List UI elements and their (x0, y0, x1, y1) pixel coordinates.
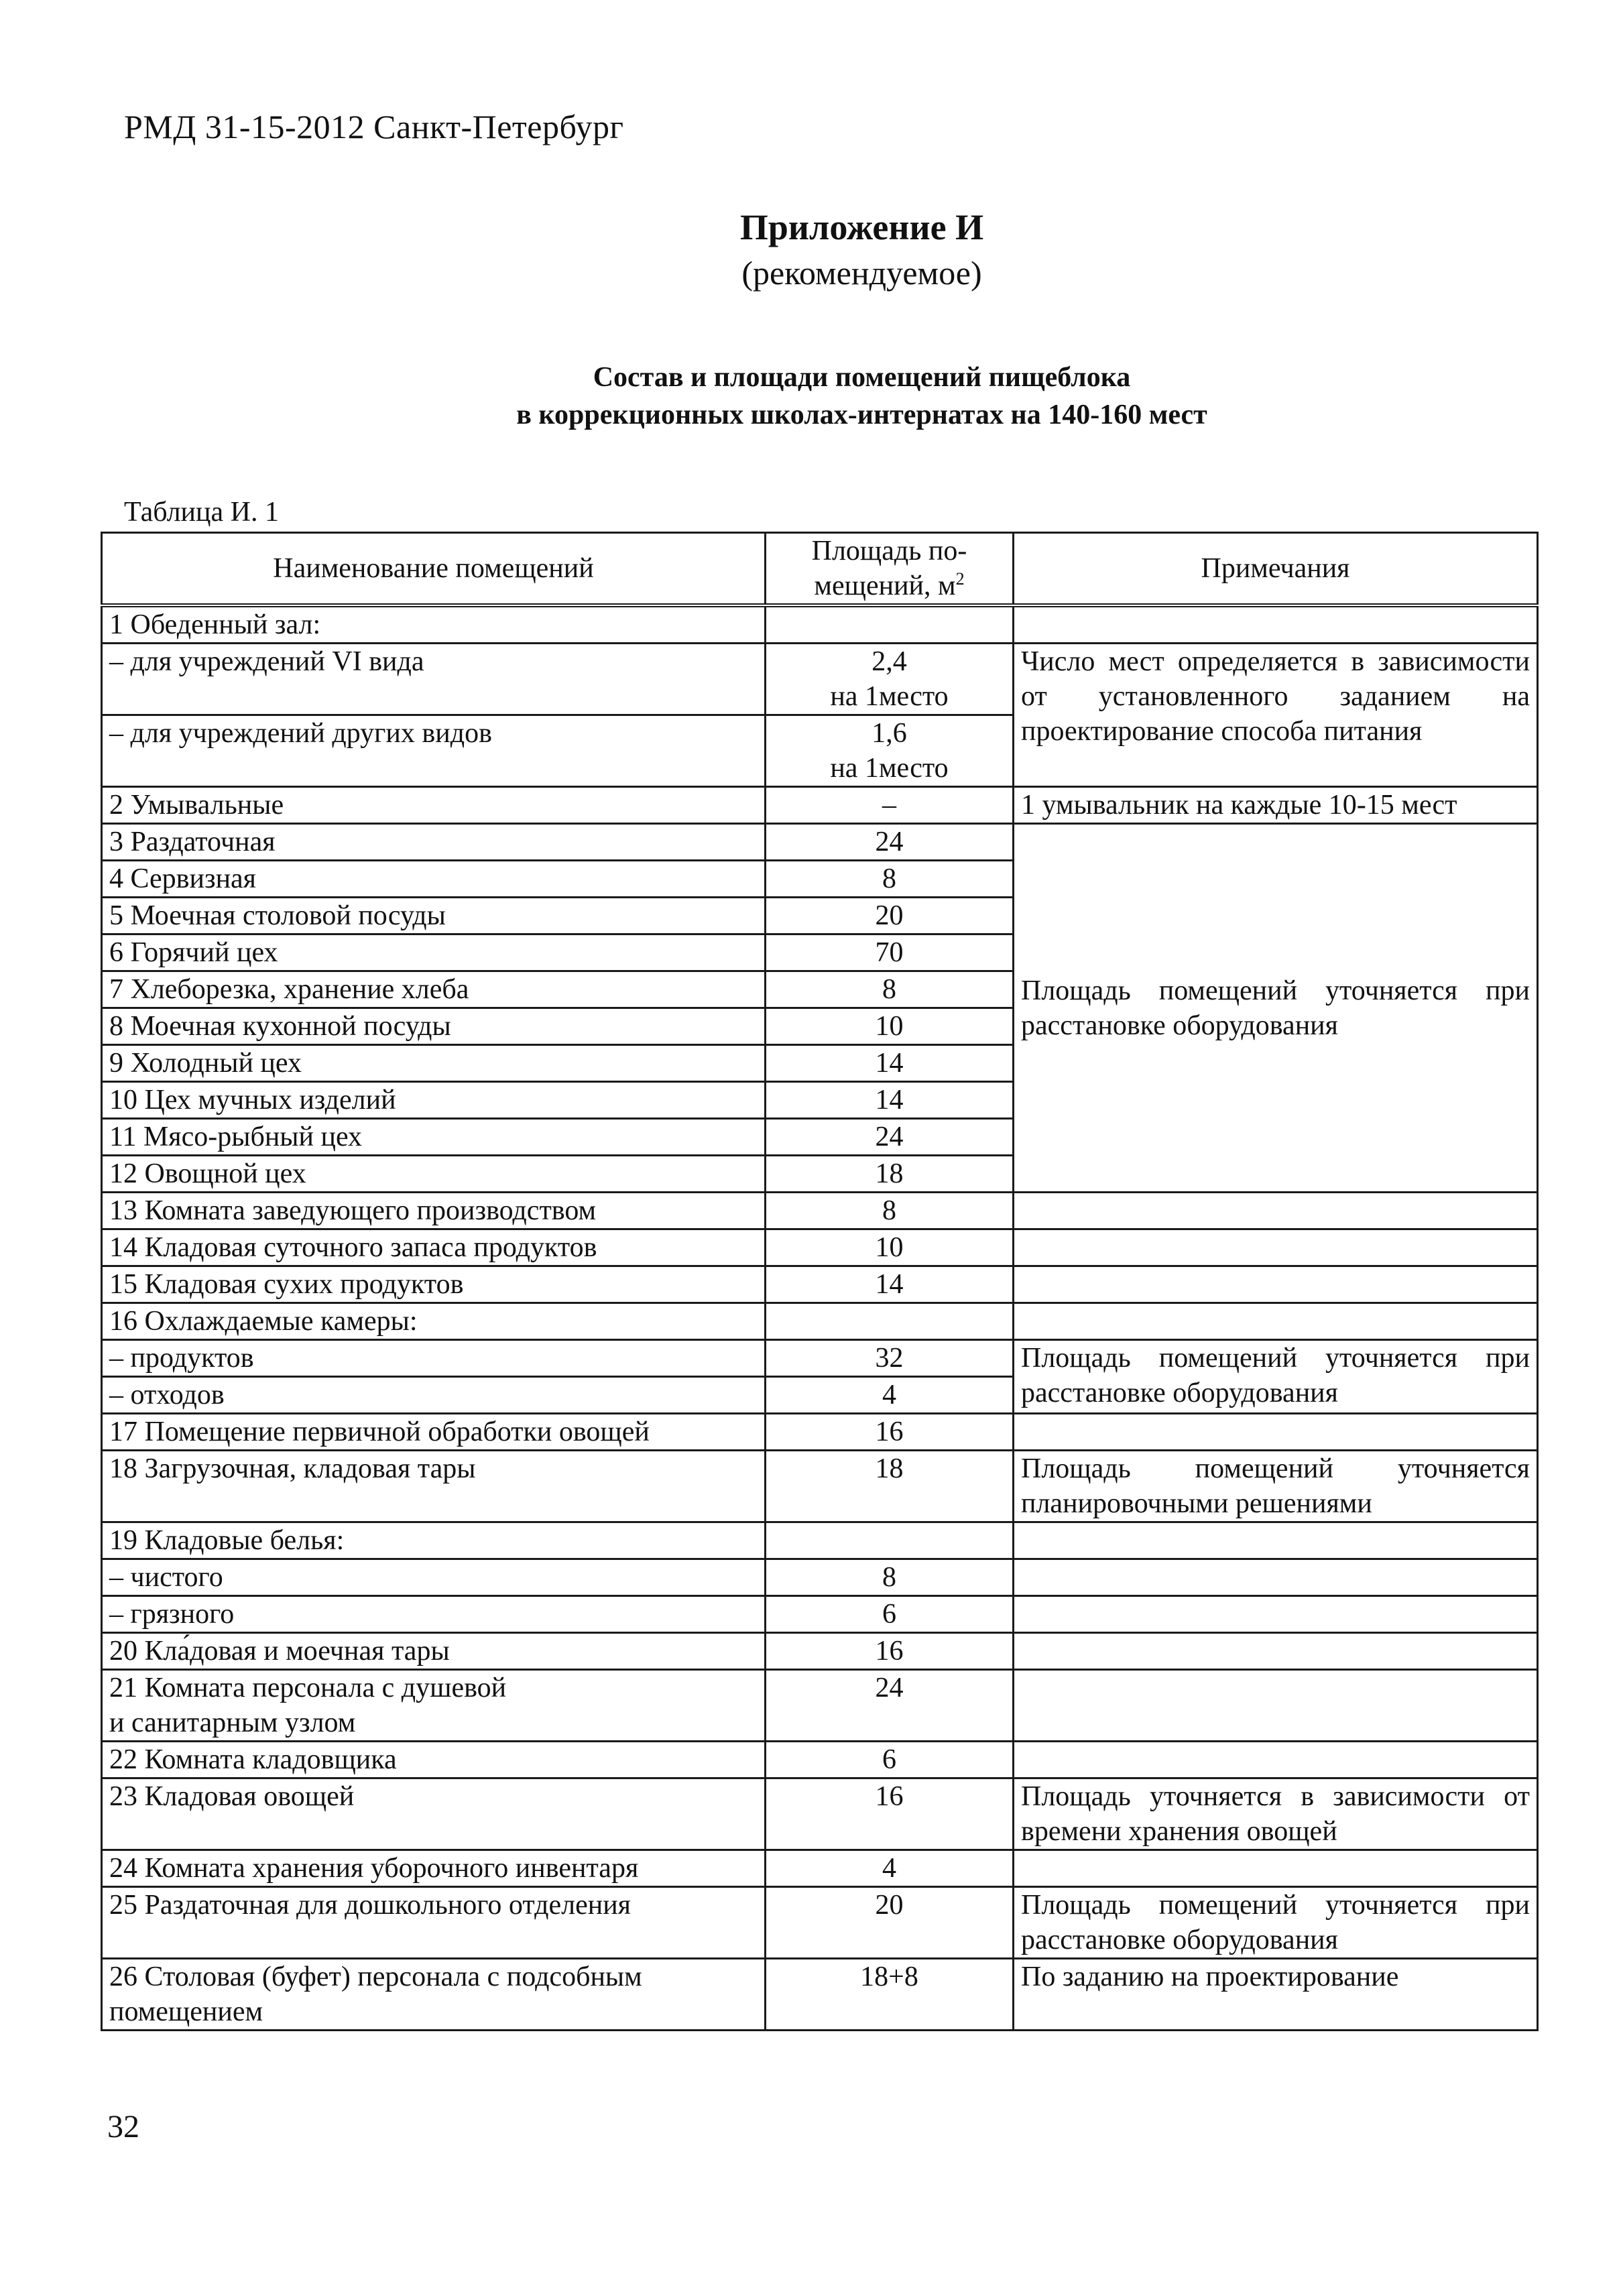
row-name: 2 Умывальные (102, 787, 766, 824)
row-area (766, 644, 1014, 715)
running-header: РМД 31-15-2012 Санкт-Петербург (124, 108, 624, 145)
row-area-value: 1,6 (871, 718, 907, 749)
table-row (102, 787, 1538, 824)
row-name: 10 Цех мучных изделий (102, 1082, 766, 1119)
row-name: – чистого (102, 1559, 766, 1596)
document-title-line-2: в коррекционных школах-интернатах на 140-160 мест (516, 400, 1207, 430)
page-number: 32 (107, 2109, 139, 2144)
header-area-line-2 (773, 568, 1006, 603)
table-row (102, 1633, 1538, 1670)
row-note: Площадь помещений уточняется при расстановке оборудования (1014, 824, 1538, 1193)
table-row (102, 1670, 1538, 1742)
row-area: 14 (766, 1266, 1014, 1303)
table-row (102, 1266, 1538, 1303)
row-note (1014, 605, 1538, 644)
row-note (1014, 1596, 1538, 1633)
row-note (1014, 1303, 1538, 1340)
header-notes: Примечания (1014, 533, 1538, 606)
row-area-unit: на 1место (830, 681, 949, 712)
table-row (102, 1340, 1538, 1377)
row-area-value: 2,4 (871, 646, 907, 677)
row-name (102, 1670, 766, 1742)
row-name: 18 Загрузочная, кладовая тары (102, 1451, 766, 1522)
row-name: 16 Охлаждаемые камеры: (102, 1303, 766, 1340)
row-name: – продуктов (102, 1340, 766, 1377)
row-name: 25 Раздаточная для дошкольного отделения (102, 1887, 766, 1959)
row-note: Площадь уточняется в зависимости от времени хранения овощей (1014, 1778, 1538, 1850)
row-note (1014, 1414, 1538, 1451)
row-note (1014, 1633, 1538, 1670)
row-area: 18 (766, 1156, 1014, 1193)
row-name: 11 Мясо-рыбный цех (102, 1119, 766, 1156)
document-title (0, 359, 1623, 434)
row-name: – для учреждений VI вида (102, 644, 766, 715)
table-row (102, 1887, 1538, 1959)
row-note: По заданию на проектирование (1014, 1959, 1538, 2031)
row-area: 4 (766, 1377, 1014, 1414)
row-area (766, 605, 1014, 644)
row-area: 14 (766, 1045, 1014, 1082)
row-name-line-1: 21 Комната персонала с душевой (109, 1673, 507, 1703)
table-row (102, 824, 1538, 861)
row-area: 8 (766, 1193, 1014, 1229)
header-area-superscript: 2 (955, 569, 965, 589)
table-row (102, 644, 1538, 715)
table-row (102, 605, 1538, 644)
row-note (1014, 1229, 1538, 1266)
row-name-line-2: и санитарным узлом (109, 1707, 356, 1738)
row-area: 6 (766, 1742, 1014, 1778)
row-area: 16 (766, 1633, 1014, 1670)
row-area (766, 1303, 1014, 1340)
document-title-line-1: Состав и площади помещений пищеблока (593, 362, 1131, 393)
row-area: 8 (766, 861, 1014, 898)
row-area: 16 (766, 1778, 1014, 1850)
row-name: 1 Обеденный зал: (102, 605, 766, 644)
row-name: – для учреждений других видов (102, 715, 766, 787)
row-note (1014, 1670, 1538, 1742)
row-area: 32 (766, 1340, 1014, 1377)
row-area: 6 (766, 1596, 1014, 1633)
row-area (766, 1522, 1014, 1559)
row-name: 7 Хлеборезка, хранение хлеба (102, 971, 766, 1008)
table-row (102, 1522, 1538, 1559)
header-area-line-1: Площадь по- (811, 536, 967, 566)
row-name: 5 Моечная столовой посуды (102, 898, 766, 934)
row-area: 10 (766, 1229, 1014, 1266)
table-row (102, 1959, 1538, 2031)
row-note (1014, 1193, 1538, 1229)
table-header-row (102, 533, 1538, 606)
table-caption: Таблица И. 1 (124, 497, 279, 528)
row-area: 14 (766, 1082, 1014, 1119)
table-row (102, 1559, 1538, 1596)
row-note (1014, 1559, 1538, 1596)
table-row (102, 1451, 1538, 1522)
header-area-unit: мещений, м (814, 570, 956, 601)
row-name: 15 Кладовая сухих продуктов (102, 1266, 766, 1303)
row-note (1014, 1266, 1538, 1303)
table-row (102, 1850, 1538, 1887)
table-row (102, 1229, 1538, 1266)
table-row (102, 1778, 1538, 1850)
row-area: 20 (766, 898, 1014, 934)
row-area: 4 (766, 1850, 1014, 1887)
header-name: Наименование помещений (102, 533, 766, 606)
rooms-table (101, 532, 1539, 2031)
row-name: 24 Комната хранения уборочного инвентаря (102, 1850, 766, 1887)
table-row (102, 1596, 1538, 1633)
table-row (102, 1414, 1538, 1451)
row-area: 16 (766, 1414, 1014, 1451)
row-area: – (766, 787, 1014, 824)
row-name: 17 Помещение первичной обработки овощей (102, 1414, 766, 1451)
table-row (102, 1303, 1538, 1340)
row-name: 19 Кладовые белья: (102, 1522, 766, 1559)
row-name: 8 Моечная кухонной посуды (102, 1008, 766, 1045)
row-area: 24 (766, 824, 1014, 861)
table-row (102, 1742, 1538, 1778)
row-note: Площадь помещений уточняется планировочными решениями (1014, 1451, 1538, 1522)
appendix-subtitle: (рекомендуемое) (741, 254, 982, 292)
row-note (1014, 1742, 1538, 1778)
row-name: – грязного (102, 1596, 766, 1633)
row-area: 24 (766, 1119, 1014, 1156)
row-note (1014, 1522, 1538, 1559)
row-name: 12 Овощной цех (102, 1156, 766, 1193)
row-note: Площадь помещений уточняется при расстановке оборудования (1014, 1887, 1538, 1959)
row-name: 20 Кла́довая и моечная тары (102, 1633, 766, 1670)
row-name: 13 Комната заведующего производством (102, 1193, 766, 1229)
row-area: 70 (766, 934, 1014, 971)
table-row (102, 1193, 1538, 1229)
row-note (1014, 1850, 1538, 1887)
row-area: 8 (766, 1559, 1014, 1596)
row-area: 20 (766, 1887, 1014, 1959)
appendix-title: Приложение И (739, 207, 984, 247)
row-area: 10 (766, 1008, 1014, 1045)
row-area: 8 (766, 971, 1014, 1008)
row-note: 1 умывальник на каждые 10-15 мест (1014, 787, 1538, 824)
row-name: 4 Сервизная (102, 861, 766, 898)
row-area: 18+8 (766, 1959, 1014, 2031)
row-name: 3 Раздаточная (102, 824, 766, 861)
row-area: 18 (766, 1451, 1014, 1522)
row-name: 14 Кладовая суточного запаса продуктов (102, 1229, 766, 1266)
header-area (766, 533, 1014, 606)
row-name: 9 Холодный цех (102, 1045, 766, 1082)
row-note: Площадь помещений уточняется при расстановке оборудования (1014, 1340, 1538, 1414)
row-name: 26 Столовая (буфет) персонала с подсобным помещением (102, 1959, 766, 2031)
row-area: 24 (766, 1670, 1014, 1742)
row-name: – отходов (102, 1377, 766, 1414)
row-note: Число мест определяется в зависимости от установленного заданием на проектирование способа питания (1014, 644, 1538, 787)
row-name: 23 Кладовая овощей (102, 1778, 766, 1850)
row-area (766, 715, 1014, 787)
row-area-unit: на 1место (830, 753, 949, 784)
row-name: 22 Комната кладовщика (102, 1742, 766, 1778)
row-name: 6 Горячий цех (102, 934, 766, 971)
